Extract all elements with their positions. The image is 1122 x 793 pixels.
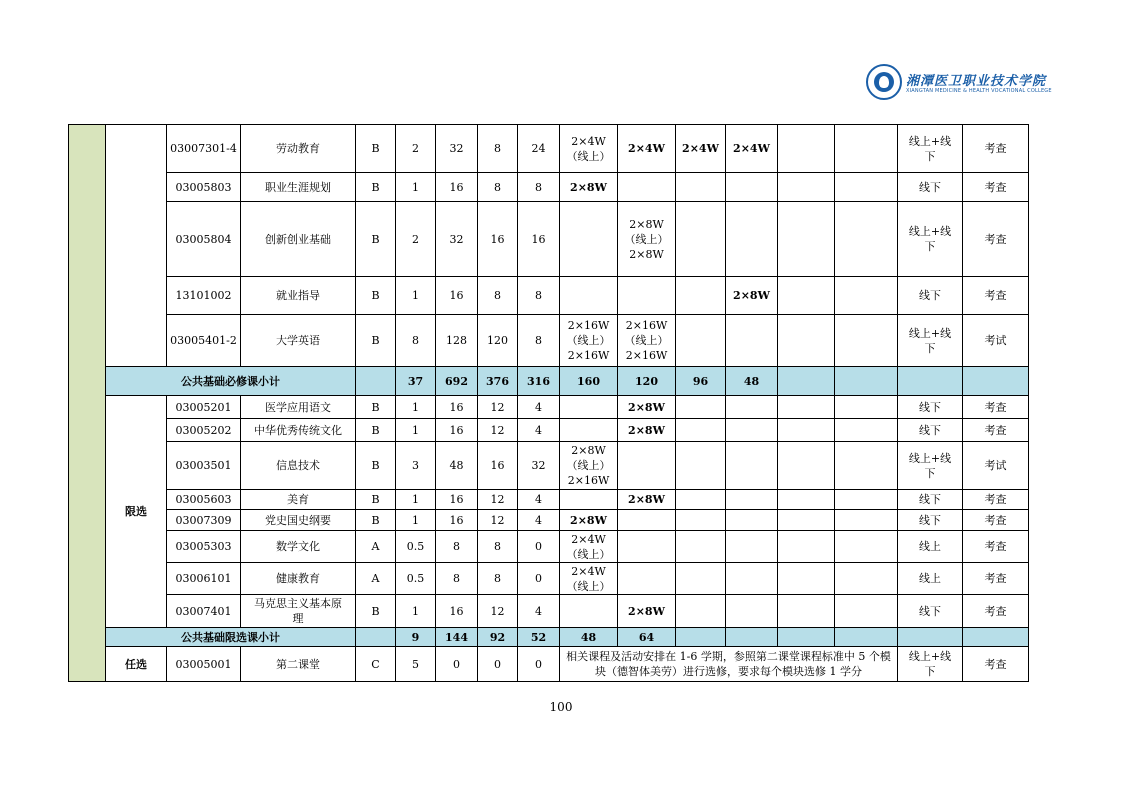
course-code: 03007401 <box>167 595 241 628</box>
semester-s2 <box>618 442 676 490</box>
practice-hours: 8 <box>518 315 560 367</box>
course-type: B <box>356 510 396 531</box>
theory-hours: 8 <box>478 125 518 173</box>
semester-s1: 2×4W （线上） <box>560 531 618 563</box>
semester-s5 <box>778 315 835 367</box>
semester-s6 <box>835 125 898 173</box>
teaching-mode: 线下 <box>898 277 963 315</box>
subtotal-limited-label: 公共基础限选课小计 <box>106 628 356 647</box>
assessment-type: 考查 <box>963 173 1029 202</box>
semester-s6 <box>835 490 898 510</box>
total-hours: 32 <box>436 125 478 173</box>
course-name: 创新创业基础 <box>241 202 356 277</box>
total-hours: 8 <box>436 531 478 563</box>
table-row <box>69 277 1029 315</box>
theory-hours: 8 <box>478 531 518 563</box>
college-emblem-icon <box>866 64 902 100</box>
total-hours: 32 <box>436 202 478 277</box>
theory-hours: 12 <box>478 510 518 531</box>
table-row <box>69 595 1029 628</box>
semester-s3 <box>676 202 726 277</box>
semester-s4 <box>726 173 778 202</box>
table-row <box>69 563 1029 595</box>
course-code: 13101002 <box>167 277 241 315</box>
semester-s1 <box>560 202 618 277</box>
course-credit: 3 <box>396 442 436 490</box>
course-credit: 8 <box>396 315 436 367</box>
course-type: B <box>356 125 396 173</box>
course-name: 就业指导 <box>241 277 356 315</box>
course-code: 03005303 <box>167 531 241 563</box>
module-column-cell <box>69 125 106 682</box>
teaching-mode: 线上+线 下 <box>898 442 963 490</box>
course-type: B <box>356 396 396 419</box>
practice-hours: 24 <box>518 125 560 173</box>
semester-s2 <box>618 510 676 531</box>
teaching-mode: 线下 <box>898 490 963 510</box>
semester-s5 <box>778 531 835 563</box>
subtotal-empty <box>778 367 835 396</box>
course-type: B <box>356 419 396 442</box>
course-code: 03007301-4 <box>167 125 241 173</box>
semester-s4 <box>726 396 778 419</box>
practice-hours: 8 <box>518 277 560 315</box>
course-name: 信息技术 <box>241 442 356 490</box>
semester-s1 <box>560 419 618 442</box>
theory-hours: 16 <box>478 202 518 277</box>
subtotal-empty <box>778 628 835 647</box>
semester-s4: 2×4W <box>726 125 778 173</box>
page-number: 100 <box>549 700 573 714</box>
semester-s1: 2×4W （线上） <box>560 563 618 595</box>
practice-hours: 4 <box>518 510 560 531</box>
course-type: A <box>356 563 396 595</box>
table-row <box>69 202 1029 277</box>
subtotal-total: 144 <box>436 628 478 647</box>
theory-hours: 12 <box>478 419 518 442</box>
subtotal-empty <box>676 628 726 647</box>
semester-s5 <box>778 396 835 419</box>
assessment-type: 考试 <box>963 442 1029 490</box>
college-logo <box>866 64 1052 104</box>
semester-s1: 2×8W <box>560 173 618 202</box>
elective-note: 相关课程及活动安排在 1-6 学期，参照第二课堂课程标准中 5 个模块（德智体美劳）进行选修，要求每个模块选修 1 学分 <box>560 647 898 682</box>
semester-s2: 2×4W <box>618 125 676 173</box>
semester-s4 <box>726 490 778 510</box>
course-credit: 1 <box>396 595 436 628</box>
course-code: 03005201 <box>167 396 241 419</box>
theory-hours: 8 <box>478 277 518 315</box>
table-row <box>69 367 1029 396</box>
semester-s3 <box>676 315 726 367</box>
semester-s5 <box>778 125 835 173</box>
assessment-type: 考查 <box>963 125 1029 173</box>
course-name: 医学应用语文 <box>241 396 356 419</box>
semester-s2 <box>618 173 676 202</box>
table-row <box>69 490 1029 510</box>
course-credit: 1 <box>396 510 436 531</box>
assessment-type: 考查 <box>963 531 1029 563</box>
semester-s5 <box>778 510 835 531</box>
total-hours: 16 <box>436 595 478 628</box>
theory-hours: 0 <box>478 647 518 682</box>
semester-s3 <box>676 442 726 490</box>
semester-s4 <box>726 563 778 595</box>
semester-s4 <box>726 202 778 277</box>
semester-s4 <box>726 531 778 563</box>
semester-s6 <box>835 396 898 419</box>
semester-s4 <box>726 315 778 367</box>
category-cell-required <box>106 125 167 367</box>
semester-s4 <box>726 595 778 628</box>
semester-s1: 2×8W （线上） 2×16W <box>560 442 618 490</box>
semester-s6 <box>835 531 898 563</box>
semester-s3 <box>676 595 726 628</box>
table-row <box>69 125 1029 173</box>
semester-s3 <box>676 277 726 315</box>
course-credit: 1 <box>396 490 436 510</box>
total-hours: 8 <box>436 563 478 595</box>
semester-s1: 2×16W （线上） 2×16W <box>560 315 618 367</box>
semester-s2: 2×8W （线上） 2×8W <box>618 202 676 277</box>
theory-hours: 12 <box>478 595 518 628</box>
semester-s1 <box>560 277 618 315</box>
subtotal-theory: 92 <box>478 628 518 647</box>
semester-s2: 2×16W （线上） 2×16W <box>618 315 676 367</box>
practice-hours: 0 <box>518 563 560 595</box>
semester-s4: 2×8W <box>726 277 778 315</box>
total-hours: 16 <box>436 419 478 442</box>
course-name: 马克思主义基本原 理 <box>241 595 356 628</box>
subtotal-empty <box>898 367 963 396</box>
semester-s6 <box>835 510 898 531</box>
semester-s5 <box>778 563 835 595</box>
subtotal-credit: 9 <box>396 628 436 647</box>
semester-s3 <box>676 563 726 595</box>
subtotal-type <box>356 367 396 396</box>
total-hours: 16 <box>436 173 478 202</box>
semester-s5 <box>778 442 835 490</box>
total-hours: 16 <box>436 396 478 419</box>
teaching-mode: 线上+线 下 <box>898 315 963 367</box>
semester-s1: 2×4W （线上） <box>560 125 618 173</box>
subtotal-empty <box>963 367 1029 396</box>
subtotal-practice: 52 <box>518 628 560 647</box>
theory-hours: 12 <box>478 396 518 419</box>
subtotal-s2: 64 <box>618 628 676 647</box>
total-hours: 128 <box>436 315 478 367</box>
semester-s3 <box>676 531 726 563</box>
semester-s6 <box>835 442 898 490</box>
practice-hours: 16 <box>518 202 560 277</box>
assessment-type: 考查 <box>963 595 1029 628</box>
category-elective: 任选 <box>106 647 167 682</box>
teaching-mode: 线下 <box>898 419 963 442</box>
course-type: B <box>356 277 396 315</box>
semester-s4 <box>726 442 778 490</box>
practice-hours: 8 <box>518 173 560 202</box>
semester-s3: 2×4W <box>676 125 726 173</box>
course-credit: 2 <box>396 202 436 277</box>
table-row <box>69 442 1029 490</box>
theory-hours: 16 <box>478 442 518 490</box>
semester-s2: 2×8W <box>618 419 676 442</box>
teaching-mode: 线上 <box>898 531 963 563</box>
semester-s4 <box>726 419 778 442</box>
table-row <box>69 173 1029 202</box>
assessment-type: 考查 <box>963 490 1029 510</box>
teaching-mode: 线下 <box>898 510 963 531</box>
practice-hours: 4 <box>518 419 560 442</box>
practice-hours: 4 <box>518 396 560 419</box>
semester-s5 <box>778 277 835 315</box>
logo-english-name: XIANGTAN MEDICINE & HEALTH VOCATIONAL COLLEGE <box>906 88 1052 94</box>
course-credit: 1 <box>396 277 436 315</box>
semester-s6 <box>835 173 898 202</box>
semester-s2: 2×8W <box>618 490 676 510</box>
course-name: 大学英语 <box>241 315 356 367</box>
assessment-type: 考查 <box>963 510 1029 531</box>
subtotal-total: 692 <box>436 367 478 396</box>
teaching-mode: 线上+线 下 <box>898 202 963 277</box>
assessment-type: 考查 <box>963 277 1029 315</box>
semester-s6 <box>835 419 898 442</box>
semester-s6 <box>835 315 898 367</box>
semester-s3 <box>676 173 726 202</box>
course-name: 职业生涯规划 <box>241 173 356 202</box>
subtotal-empty <box>898 628 963 647</box>
subtotal-type <box>356 628 396 647</box>
semester-s1: 2×8W <box>560 510 618 531</box>
course-code: 03005803 <box>167 173 241 202</box>
table-row <box>69 396 1029 419</box>
course-name: 中华优秀传统文化 <box>241 419 356 442</box>
course-credit: 0.5 <box>396 531 436 563</box>
course-name: 数学文化 <box>241 531 356 563</box>
course-type: A <box>356 531 396 563</box>
course-code: 03005804 <box>167 202 241 277</box>
course-credit: 1 <box>396 396 436 419</box>
table-row <box>69 315 1029 367</box>
theory-hours: 8 <box>478 563 518 595</box>
subtotal-required-label: 公共基础必修课小计 <box>106 367 356 396</box>
semester-s5 <box>778 490 835 510</box>
logo-chinese-name: 湘潭医卫职业技术学院 <box>906 74 1047 89</box>
teaching-mode: 线上 <box>898 563 963 595</box>
assessment-type: 考查 <box>963 419 1029 442</box>
course-credit: 2 <box>396 125 436 173</box>
subtotal-s3: 96 <box>676 367 726 396</box>
semester-s3 <box>676 510 726 531</box>
teaching-mode: 线下 <box>898 595 963 628</box>
total-hours: 0 <box>436 647 478 682</box>
total-hours: 16 <box>436 510 478 531</box>
semester-s5 <box>778 173 835 202</box>
semester-s2: 2×8W <box>618 595 676 628</box>
course-name: 美育 <box>241 490 356 510</box>
semester-s3 <box>676 419 726 442</box>
course-type: B <box>356 315 396 367</box>
course-code: 03005001 <box>167 647 241 682</box>
course-code: 03005603 <box>167 490 241 510</box>
practice-hours: 32 <box>518 442 560 490</box>
practice-hours: 0 <box>518 647 560 682</box>
category-limited: 限选 <box>106 396 167 628</box>
semester-s6 <box>835 202 898 277</box>
semester-s2: 2×8W <box>618 396 676 419</box>
semester-s5 <box>778 419 835 442</box>
course-type: B <box>356 595 396 628</box>
practice-hours: 4 <box>518 490 560 510</box>
subtotal-theory: 376 <box>478 367 518 396</box>
total-hours: 16 <box>436 490 478 510</box>
subtotal-empty <box>835 367 898 396</box>
teaching-mode: 线下 <box>898 396 963 419</box>
semester-s5 <box>778 202 835 277</box>
theory-hours: 120 <box>478 315 518 367</box>
curriculum-table <box>68 124 1029 682</box>
semester-s2 <box>618 531 676 563</box>
teaching-mode: 线上+线 下 <box>898 125 963 173</box>
semester-s6 <box>835 563 898 595</box>
course-name: 劳动教育 <box>241 125 356 173</box>
course-credit: 0.5 <box>396 563 436 595</box>
course-credit: 1 <box>396 419 436 442</box>
semester-s1 <box>560 396 618 419</box>
assessment-type: 考查 <box>963 647 1029 682</box>
subtotal-practice: 316 <box>518 367 560 396</box>
course-credit: 1 <box>396 173 436 202</box>
course-name: 第二课堂 <box>241 647 356 682</box>
course-code: 03005202 <box>167 419 241 442</box>
semester-s4 <box>726 510 778 531</box>
semester-s6 <box>835 277 898 315</box>
assessment-type: 考查 <box>963 563 1029 595</box>
semester-s1 <box>560 490 618 510</box>
table-row <box>69 510 1029 531</box>
semester-s2 <box>618 563 676 595</box>
course-name: 健康教育 <box>241 563 356 595</box>
subtotal-s1: 48 <box>560 628 618 647</box>
semester-s6 <box>835 595 898 628</box>
subtotal-empty <box>963 628 1029 647</box>
semester-s2 <box>618 277 676 315</box>
course-type: B <box>356 490 396 510</box>
teaching-mode: 线上+线 下 <box>898 647 963 682</box>
semester-s1 <box>560 595 618 628</box>
table-row <box>69 419 1029 442</box>
semester-s5 <box>778 595 835 628</box>
assessment-type: 考查 <box>963 396 1029 419</box>
course-type: B <box>356 442 396 490</box>
course-type: C <box>356 647 396 682</box>
theory-hours: 12 <box>478 490 518 510</box>
course-type: B <box>356 173 396 202</box>
assessment-type: 考查 <box>963 202 1029 277</box>
subtotal-s1: 160 <box>560 367 618 396</box>
assessment-type: 考试 <box>963 315 1029 367</box>
table-row <box>69 628 1029 647</box>
course-code: 03003501 <box>167 442 241 490</box>
course-name: 党史国史纲要 <box>241 510 356 531</box>
semester-s3 <box>676 490 726 510</box>
practice-hours: 0 <box>518 531 560 563</box>
table-row <box>69 531 1029 563</box>
subtotal-s4: 48 <box>726 367 778 396</box>
course-code: 03006101 <box>167 563 241 595</box>
course-type: B <box>356 202 396 277</box>
theory-hours: 8 <box>478 173 518 202</box>
subtotal-credit: 37 <box>396 367 436 396</box>
course-code: 03005401-2 <box>167 315 241 367</box>
course-credit: 5 <box>396 647 436 682</box>
practice-hours: 4 <box>518 595 560 628</box>
subtotal-s2: 120 <box>618 367 676 396</box>
total-hours: 48 <box>436 442 478 490</box>
total-hours: 16 <box>436 277 478 315</box>
course-code: 03007309 <box>167 510 241 531</box>
subtotal-empty <box>835 628 898 647</box>
subtotal-empty <box>726 628 778 647</box>
semester-s3 <box>676 396 726 419</box>
table-row <box>69 647 1029 682</box>
teaching-mode: 线下 <box>898 173 963 202</box>
